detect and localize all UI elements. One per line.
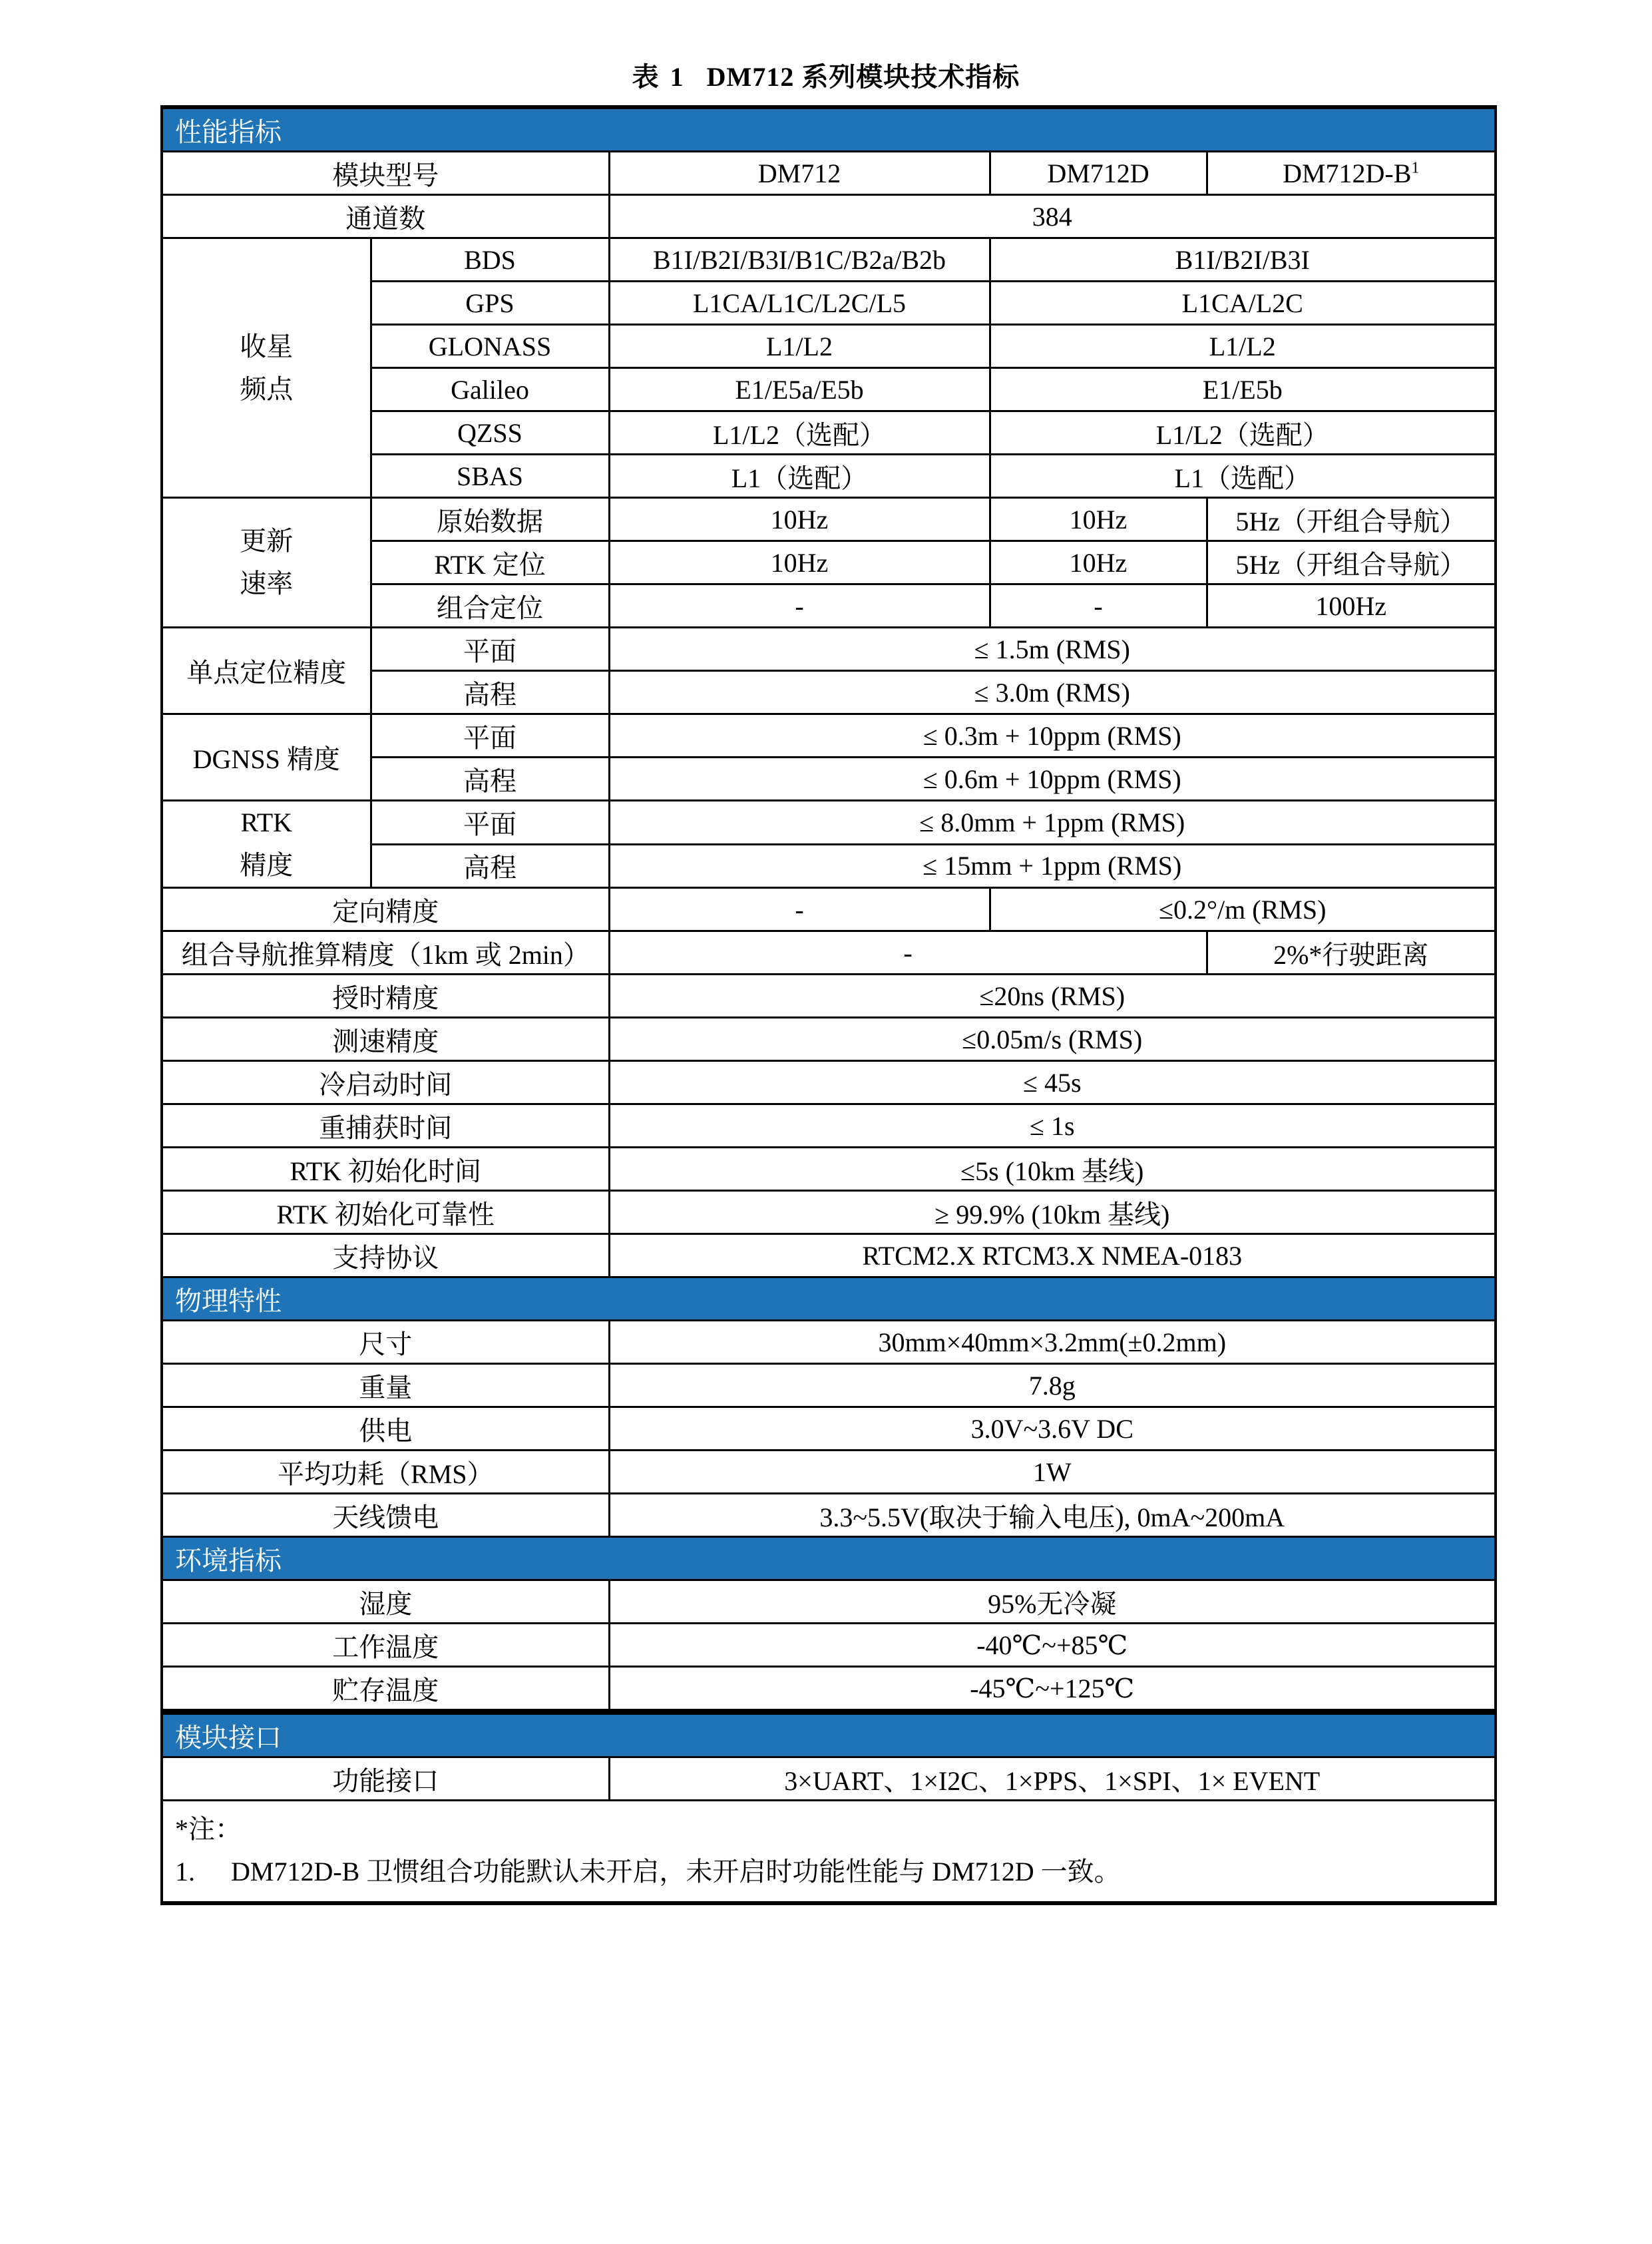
row-label-heading: 定向精度 bbox=[162, 888, 609, 931]
table-row-single-point-horizontal bbox=[162, 628, 1496, 671]
table-title-label: 表 bbox=[632, 62, 660, 92]
group-label-frequencies bbox=[162, 238, 371, 498]
dead-reckoning-dm712-dm712d: - bbox=[609, 931, 1207, 975]
group-label-update-rate-line1: 更新 bbox=[240, 526, 294, 556]
rate-dm712: 10Hz bbox=[609, 541, 990, 584]
table-title-text: DM712 系列模块技术指标 bbox=[706, 62, 1020, 92]
table-row-dgnss-horizontal bbox=[162, 714, 1496, 758]
model-dm712d-b bbox=[1207, 152, 1496, 195]
rate-dm712d-b: 100Hz bbox=[1207, 584, 1496, 628]
table-row-humidity bbox=[162, 1580, 1496, 1624]
notes-cell bbox=[162, 1801, 1496, 1904]
row-value: 3.0V~3.6V DC bbox=[609, 1407, 1496, 1451]
section-header-performance: 性能指标 bbox=[162, 107, 1496, 152]
accuracy-label-vertical: 高程 bbox=[371, 671, 609, 714]
freq-system: QZSS bbox=[371, 411, 609, 455]
row-label: 供电 bbox=[162, 1407, 609, 1451]
rate-dm712d: 10Hz bbox=[990, 541, 1207, 584]
table-row-channels bbox=[162, 195, 1496, 238]
rate-dm712d-b: 5Hz（开组合导航） bbox=[1207, 498, 1496, 541]
freq-dm712: L1（选配） bbox=[609, 455, 990, 498]
row-label: 重捕获时间 bbox=[162, 1104, 609, 1148]
table-row-rtk-init-reliability bbox=[162, 1191, 1496, 1234]
table-row-heading-accuracy bbox=[162, 888, 1496, 931]
row-value: ≤ 1s bbox=[609, 1104, 1496, 1148]
row-label: 冷启动时间 bbox=[162, 1061, 609, 1104]
channels-value: 384 bbox=[609, 195, 1496, 238]
freq-dm712d: E1/E5b bbox=[990, 368, 1496, 411]
row-label: 平均功耗（RMS） bbox=[162, 1451, 609, 1494]
accuracy-value: ≤ 1.5m (RMS) bbox=[609, 628, 1496, 671]
row-value: 3×UART、1×I2C、1×PPS、1×SPI、1× EVENT bbox=[609, 1757, 1496, 1801]
row-value: RTCM2.X RTCM3.X NMEA-0183 bbox=[609, 1234, 1496, 1277]
rate-dm712d: - bbox=[990, 584, 1207, 628]
table-row-weight bbox=[162, 1364, 1496, 1407]
group-label-rtk-line2: 精度 bbox=[240, 850, 294, 880]
table-row-rate-raw bbox=[162, 498, 1496, 541]
table-row-antenna-feed bbox=[162, 1494, 1496, 1537]
rate-dm712: - bbox=[609, 584, 990, 628]
row-label: 测速精度 bbox=[162, 1018, 609, 1061]
section-header-interface: 模块接口 bbox=[162, 1712, 1496, 1757]
accuracy-label-vertical: 高程 bbox=[371, 844, 609, 888]
table-title-number: 1 bbox=[670, 62, 684, 92]
group-label-single-point: 单点定位精度 bbox=[162, 628, 371, 714]
table-title bbox=[0, 56, 1652, 94]
freq-dm712d: L1（选配） bbox=[990, 455, 1496, 498]
section-row-environment bbox=[162, 1537, 1496, 1580]
table-row-timing bbox=[162, 975, 1496, 1018]
group-label-dgnss: DGNSS 精度 bbox=[162, 714, 371, 801]
note-number: 1. bbox=[175, 1857, 195, 1887]
section-header-environment: 环境指标 bbox=[162, 1537, 1496, 1580]
freq-dm712d: L1/L2（选配） bbox=[990, 411, 1496, 455]
table-row-size bbox=[162, 1321, 1496, 1364]
group-label-rtk-line1: RTK bbox=[240, 807, 293, 837]
row-value: ≤ 45s bbox=[609, 1061, 1496, 1104]
row-value: 1W bbox=[609, 1451, 1496, 1494]
model-dm712d: DM712D bbox=[990, 152, 1207, 195]
freq-system: Galileo bbox=[371, 368, 609, 411]
row-value: -45℃~+125℃ bbox=[609, 1667, 1496, 1712]
note-text: DM712D-B 卫惯组合功能默认未开启，未开启时功能性能与 DM712D 一致。 bbox=[231, 1857, 1121, 1887]
rate-label: 组合定位 bbox=[371, 584, 609, 628]
freq-dm712: L1/L2 bbox=[609, 325, 990, 368]
row-value: ≥ 99.9% (10km 基线) bbox=[609, 1191, 1496, 1234]
table-row-protocols bbox=[162, 1234, 1496, 1277]
accuracy-value: ≤ 3.0m (RMS) bbox=[609, 671, 1496, 714]
row-label: 尺寸 bbox=[162, 1321, 609, 1364]
freq-dm712: L1CA/L1C/L2C/L5 bbox=[609, 282, 990, 325]
row-label: 支持协议 bbox=[162, 1234, 609, 1277]
section-row-interface bbox=[162, 1712, 1496, 1757]
table-row-reacquisition bbox=[162, 1104, 1496, 1148]
group-label-frequencies-line2: 频点 bbox=[240, 373, 294, 404]
row-value: ≤5s (10km 基线) bbox=[609, 1148, 1496, 1191]
table-row-velocity bbox=[162, 1018, 1496, 1061]
freq-system: BDS bbox=[371, 238, 609, 282]
note-item bbox=[175, 1851, 1482, 1893]
row-label: 授时精度 bbox=[162, 975, 609, 1018]
freq-dm712: E1/E5a/E5b bbox=[609, 368, 990, 411]
freq-dm712d: B1I/B2I/B3I bbox=[990, 238, 1496, 282]
freq-dm712: B1I/B2I/B3I/B1C/B2a/B2b bbox=[609, 238, 990, 282]
accuracy-value: ≤ 0.6m + 10ppm (RMS) bbox=[609, 758, 1496, 801]
accuracy-label-horizontal: 平面 bbox=[371, 628, 609, 671]
section-row-performance bbox=[162, 107, 1496, 152]
row-value: 95%无冷凝 bbox=[609, 1580, 1496, 1624]
table-row-storage-temp bbox=[162, 1667, 1496, 1712]
row-label: 贮存温度 bbox=[162, 1667, 609, 1712]
freq-dm712: L1/L2（选配） bbox=[609, 411, 990, 455]
heading-dm712d: ≤0.2°/m (RMS) bbox=[990, 888, 1496, 931]
freq-dm712d: L1CA/L2C bbox=[990, 282, 1496, 325]
accuracy-label-horizontal: 平面 bbox=[371, 801, 609, 845]
row-label-channels: 通道数 bbox=[162, 195, 609, 238]
row-label: RTK 初始化可靠性 bbox=[162, 1191, 609, 1234]
dead-reckoning-dm712d-b: 2%*行驶距离 bbox=[1207, 931, 1496, 975]
row-label-dead-reckoning: 组合导航推算精度（1km 或 2min） bbox=[162, 931, 609, 975]
table-row-rtk-init-time bbox=[162, 1148, 1496, 1191]
row-value: 30mm×40mm×3.2mm(±0.2mm) bbox=[609, 1321, 1496, 1364]
notes-row bbox=[162, 1801, 1496, 1904]
row-value: 3.3~5.5V(取决于输入电压), 0mA~200mA bbox=[609, 1494, 1496, 1537]
row-value: -40℃~+85℃ bbox=[609, 1624, 1496, 1667]
table-row-freq-bds bbox=[162, 238, 1496, 282]
table-row-operating-temp bbox=[162, 1624, 1496, 1667]
row-label: RTK 初始化时间 bbox=[162, 1148, 609, 1191]
group-label-update-rate bbox=[162, 498, 371, 628]
group-label-frequencies-line1: 收星 bbox=[240, 331, 294, 361]
table-row-power-consumption bbox=[162, 1451, 1496, 1494]
rate-dm712d: 10Hz bbox=[990, 498, 1207, 541]
accuracy-value: ≤ 8.0mm + 1ppm (RMS) bbox=[609, 801, 1496, 845]
row-value: ≤20ns (RMS) bbox=[609, 975, 1496, 1018]
row-label: 功能接口 bbox=[162, 1757, 609, 1801]
table-row-dead-reckoning bbox=[162, 931, 1496, 975]
table-row-model bbox=[162, 152, 1496, 195]
section-row-physical bbox=[162, 1277, 1496, 1321]
notes-heading: *注： bbox=[175, 1814, 242, 1844]
freq-system: GPS bbox=[371, 282, 609, 325]
footnote-marker: 1 bbox=[1411, 159, 1420, 177]
rate-dm712: 10Hz bbox=[609, 498, 990, 541]
table-row-rtk-horizontal bbox=[162, 801, 1496, 845]
row-label: 重量 bbox=[162, 1364, 609, 1407]
model-dm712d-b-label: DM712D-B bbox=[1283, 158, 1412, 188]
section-header-physical: 物理特性 bbox=[162, 1277, 1496, 1321]
row-value: ≤0.05m/s (RMS) bbox=[609, 1018, 1496, 1061]
rate-label: RTK 定位 bbox=[371, 541, 609, 584]
accuracy-value: ≤ 15mm + 1ppm (RMS) bbox=[609, 844, 1496, 888]
row-value: 7.8g bbox=[609, 1364, 1496, 1407]
group-label-update-rate-line2: 速率 bbox=[240, 568, 294, 598]
row-label: 工作温度 bbox=[162, 1624, 609, 1667]
table-row-power-supply bbox=[162, 1407, 1496, 1451]
accuracy-label-horizontal: 平面 bbox=[371, 714, 609, 758]
group-label-rtk bbox=[162, 801, 371, 888]
model-dm712: DM712 bbox=[609, 152, 990, 195]
freq-system: GLONASS bbox=[371, 325, 609, 368]
heading-dm712: - bbox=[609, 888, 990, 931]
table-row-interfaces bbox=[162, 1757, 1496, 1801]
accuracy-value: ≤ 0.3m + 10ppm (RMS) bbox=[609, 714, 1496, 758]
freq-system: SBAS bbox=[371, 455, 609, 498]
row-label-model: 模块型号 bbox=[162, 152, 609, 195]
table-row-cold-start bbox=[162, 1061, 1496, 1104]
rate-label: 原始数据 bbox=[371, 498, 609, 541]
row-label: 湿度 bbox=[162, 1580, 609, 1624]
rate-dm712d-b: 5Hz（开组合导航） bbox=[1207, 541, 1496, 584]
row-label: 天线馈电 bbox=[162, 1494, 609, 1537]
spec-table bbox=[160, 105, 1497, 1905]
accuracy-label-vertical: 高程 bbox=[371, 758, 609, 801]
freq-dm712d: L1/L2 bbox=[990, 325, 1496, 368]
